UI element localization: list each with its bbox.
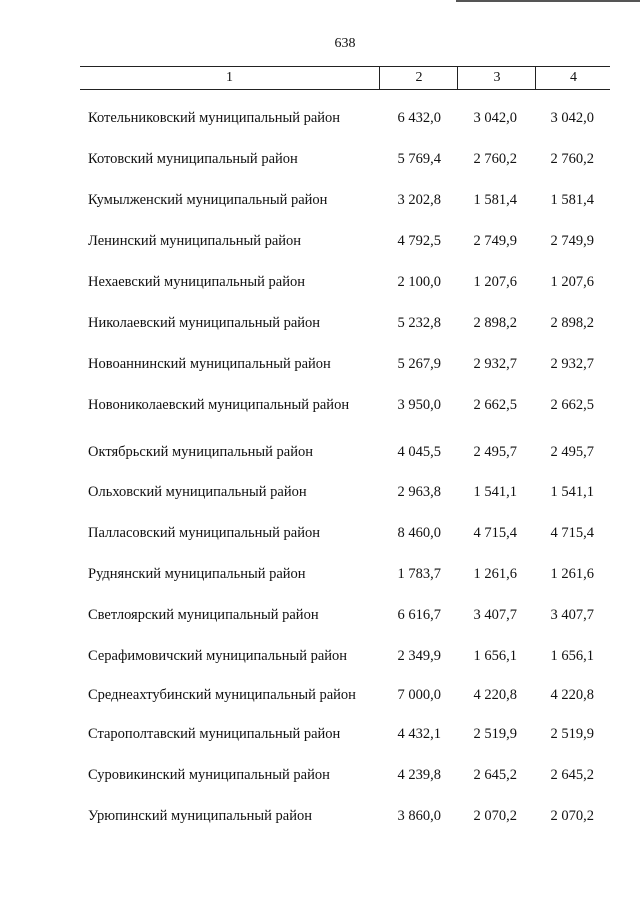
district-name: Новоаннинский муниципальный район [88,356,331,372]
value-col-3: 2 898,2 [473,315,517,331]
district-name: Ольховский муниципальный район [88,484,307,500]
value-col-3: 2 645,2 [473,767,517,783]
table-row [0,230,640,252]
value-col-3: 2 070,2 [473,808,517,824]
value-col-4: 3 407,7 [550,607,594,623]
table-row [0,353,640,375]
value-col-4: 2 932,7 [550,356,594,372]
value-col-4: 2 898,2 [550,315,594,331]
district-name: Кумылженский муниципальный район [88,192,328,208]
table-row [0,522,640,544]
value-col-2: 4 432,1 [397,726,441,742]
table-row [0,805,640,827]
table-row [0,148,640,170]
table-row [0,107,640,129]
value-col-4: 1 581,4 [550,192,594,208]
value-col-2: 7 000,0 [397,687,441,703]
table-header [80,66,610,90]
value-col-4: 2 760,2 [550,151,594,167]
value-col-2: 6 432,0 [397,110,441,126]
value-col-2: 1 783,7 [397,566,441,582]
value-col-2: 4 239,8 [397,767,441,783]
table-row [0,312,640,334]
district-name: Котовский муниципальный район [88,151,298,167]
table-row [0,764,640,786]
district-name: Среднеахтубинский муниципальный район [88,687,356,703]
value-col-2: 2 349,9 [397,648,441,664]
district-name: Котельниковский муниципальный район [88,110,341,126]
table-row [0,645,640,667]
value-col-4: 1 207,6 [550,274,594,290]
column-header-2: 2 [379,67,458,89]
value-col-2: 5 769,4 [397,151,441,167]
value-col-4: 1 261,6 [550,566,594,582]
value-col-4: 2 070,2 [550,808,594,824]
table-row [0,271,640,293]
value-col-3: 3 407,7 [473,607,517,623]
value-col-3: 1 261,6 [473,566,517,582]
district-name: Октябрьский муниципальный район [88,444,313,460]
value-col-4: 2 519,9 [550,726,594,742]
district-name: Урюпинский муниципальный район [88,808,312,824]
value-col-2: 2 963,8 [397,484,441,500]
value-col-3: 2 519,9 [473,726,517,742]
column-header-3: 3 [457,67,536,89]
value-col-4: 4 715,4 [550,525,594,541]
district-name: Ленинский муниципальный район [88,233,302,249]
district-name: Николаевский муниципальный район [88,315,321,331]
value-col-4: 2 645,2 [550,767,594,783]
table-row [0,394,640,416]
value-col-2: 6 616,7 [397,607,441,623]
value-col-3: 1 581,4 [473,192,517,208]
district-name: Руднянский муниципальный район [88,566,306,582]
value-col-3: 2 749,9 [473,233,517,249]
value-col-3: 1 207,6 [473,274,517,290]
table-row [0,481,640,503]
value-col-2: 4 045,5 [397,444,441,460]
value-col-3: 2 932,7 [473,356,517,372]
value-col-3: 3 042,0 [473,110,517,126]
value-col-3: 2 662,5 [473,397,517,413]
value-col-3: 2 760,2 [473,151,517,167]
column-header-1: 1 [226,70,233,85]
value-col-2: 3 860,0 [397,808,441,824]
table-row [0,563,640,585]
value-col-3: 4 715,4 [473,525,517,541]
value-col-2: 8 460,0 [397,525,441,541]
value-col-4: 1 656,1 [550,648,594,664]
table-row [0,189,640,211]
value-col-2: 5 267,9 [397,356,441,372]
value-col-4: 1 541,1 [550,484,594,500]
value-col-2: 3 950,0 [397,397,441,413]
district-name: Светлоярский муниципальный район [88,607,319,623]
value-col-3: 4 220,8 [473,687,517,703]
column-header-4: 4 [535,67,611,89]
top-edge-rule [456,0,640,2]
value-col-2: 3 202,8 [397,192,441,208]
value-col-4: 3 042,0 [550,110,594,126]
table-row [0,441,640,463]
value-col-4: 2 495,7 [550,444,594,460]
district-name: Палласовский муниципальный район [88,525,320,541]
value-col-3: 1 541,1 [473,484,517,500]
table-row [0,723,640,745]
value-col-4: 4 220,8 [550,687,594,703]
value-col-4: 2 749,9 [550,233,594,249]
district-name: Суровикинский муниципальный район [88,767,330,783]
district-name: Новониколаевский муниципальный район [88,397,350,413]
value-col-3: 1 656,1 [473,648,517,664]
value-col-2: 5 232,8 [397,315,441,331]
table-row [0,684,640,706]
district-name: Серафимовичский муниципальный район [88,648,348,664]
table-row [0,604,640,626]
value-col-4: 2 662,5 [550,397,594,413]
value-col-2: 4 792,5 [397,233,441,249]
district-name: Нехаевский муниципальный район [88,274,306,290]
page-number: 638 [334,36,356,51]
district-name: Старополтавский муниципальный район [88,726,341,742]
value-col-2: 2 100,0 [397,274,441,290]
value-col-3: 2 495,7 [473,444,517,460]
